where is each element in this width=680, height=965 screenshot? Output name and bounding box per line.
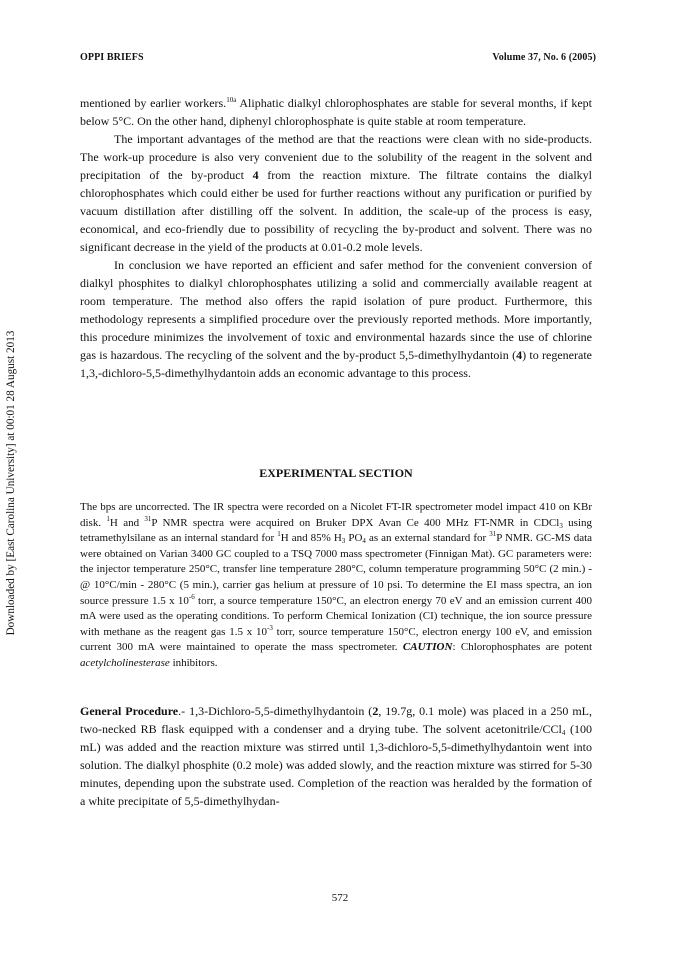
text-run: torr, source temperature 150°C, electron energy 100 eV, and emission current 300 mA were maintained to operate the mass spectrometer. bbox=[80, 625, 592, 654]
superscript: 31 bbox=[144, 514, 152, 523]
text-run: The important advantages of the method are that the reactions were clean with no side-products. The work-up procedure is also very convenient due to the solubility of the reagent in the solvent and precipitation of the by-product bbox=[80, 132, 592, 182]
compound-number: 4 bbox=[516, 348, 523, 362]
procedure-label: General Procedure bbox=[80, 704, 179, 718]
text-run: H and bbox=[109, 516, 145, 529]
text-run: from the reaction mixture. The filtrate contains the dialkyl chlorophosphates which could either be used for further reactions without any purification or purified by vacuum distillation after distilling off the solvent. In addition, the scale-up of the process is easy, economical, and eco-friendly due to possibility of recycling the by-product and solvent. There was no significant decrease in the yield of the products at 0.01-0.2 mole levels. bbox=[80, 168, 593, 254]
paragraph-stability bbox=[80, 94, 592, 130]
text-run: H and 85% H bbox=[280, 532, 342, 545]
text-run: P NMR spectra were acquired on Bruker DPX Avan Ce 400 MHz FT-NMR in CDCl bbox=[151, 516, 560, 529]
text-run: P NMR. GC-MS data were obtained on Varian 3400 GC coupled to a TSQ 7000 mass spectrometer (Finnigan Mat). GC parameters were: the injector temperature 250°C, transfer line temperature 280°C, column temperature programming 50°C (2 min.) - @ 10°C/min - 280°C (5 min.), carrier gas helium at pressure of 10 psi. To determine the EI mass spectra, an ion source pressure 1.5 x 10 bbox=[80, 532, 593, 607]
italic-term: acetylcholinesterase bbox=[80, 656, 170, 669]
text-run: using tetramethylsilane as an internal standard for bbox=[80, 516, 592, 545]
text-run: .- 1,3-Dichloro-5,5-dimethylhydantoin ( bbox=[178, 704, 373, 718]
superscript: 1 bbox=[106, 514, 110, 523]
subscript: 3 bbox=[559, 521, 563, 530]
page-number: 572 bbox=[331, 892, 349, 904]
paragraph-advantages bbox=[80, 130, 592, 256]
superscript: -6 bbox=[188, 592, 195, 601]
text-run: (100 mL) was added and the reaction mixture was stirred until 1,3-dichloro-5,5-dimethylhydantoin went into solution. The dialkyl phosphite (0.2 mole) was added slowly, and the reaction mixture was stirred for 5-30 minutes, depending upon the substrate used. Completion of the reaction was heralded by the formation of a white precipitate of 5,5-dimethylhydan- bbox=[80, 722, 592, 808]
paragraph-conclusion bbox=[80, 256, 592, 382]
journal-section-label: OPPI BRIEFS bbox=[80, 52, 144, 63]
compound-number: 2 bbox=[372, 704, 379, 718]
discussion-text bbox=[80, 94, 592, 382]
caution-label: CAUTION bbox=[402, 641, 453, 654]
text-run: mentioned by earlier workers. bbox=[80, 96, 227, 110]
text-run: PO bbox=[345, 532, 363, 545]
text-run: : Chlorophosphates are potent bbox=[452, 641, 593, 654]
text-run: The bps are uncorrected. The IR spectra were recorded on a Nicolet FT-IR spectrometer model impact 410 on KBr disk. bbox=[80, 501, 592, 529]
text-run: In conclusion we have reported an efficient and safer method for the convenient conversion of dialkyl phosphites to dialkyl chlorophosphates utilizing a solid and commercially available reagent at room temperature. The method also offers the rapid isolation of pure product. Furthermore, this methodology represents a simplified procedure over the previously reported methods. More importantly, this procedure minimizes the involvement of toxic and environmental hazards since the use of chlorine gas is hazardous. The recycling of the solvent and the by-product 5,5-dimethylhydantoin ( bbox=[80, 258, 592, 362]
subscript: 4 bbox=[561, 729, 566, 737]
reference-marker: 10a bbox=[226, 96, 237, 104]
text-run: Aliphatic dialkyl chlorophosphates are stable for several months, if kept below 5°C. On the other hand, diphenyl chlorophosphate is quite stable at room temperature. bbox=[80, 96, 592, 128]
superscript: -3 bbox=[267, 623, 273, 632]
experimental-text bbox=[80, 500, 592, 672]
paragraph-instrumentation bbox=[80, 500, 592, 672]
superscript: 1 bbox=[277, 530, 281, 539]
text-run: , 19.7g, 0.1 mole) was placed in a 250 mL, two-necked RB flask equipped with a condenser and a drying tube. The solvent acetonitrile/CCl bbox=[80, 704, 593, 736]
subscript: 4 bbox=[362, 537, 366, 546]
text-run: inhibitors. bbox=[169, 656, 218, 669]
text-run: ) to regenerate 1,3,-dichloro-5,5-dimethylhydantoin adds an economic advantage to this process. bbox=[80, 348, 592, 380]
compound-number: 4 bbox=[252, 168, 259, 182]
running-header bbox=[80, 52, 596, 66]
paragraph-general-procedure bbox=[80, 702, 592, 810]
procedure-text bbox=[80, 702, 592, 810]
volume-issue-label: Volume 37, No. 6 (2005) bbox=[492, 52, 596, 63]
subscript: 3 bbox=[341, 537, 346, 546]
text-run: as an external standard for bbox=[365, 532, 490, 545]
download-watermark-text: Downloaded by [East Carolina University] at 00:01 28 August 2013 bbox=[5, 330, 17, 636]
superscript: 31 bbox=[489, 530, 497, 539]
download-watermark bbox=[4, 268, 18, 698]
text-run: torr, a source temperature 150°C, an electron energy 70 eV and an emission current 400 mA were used as the operating conditions. To perform Chemical Ionization (CI) technique, the ion source pressure with methane as the reagent gas 1.5 x 10 bbox=[80, 594, 592, 638]
section-heading: EXPERIMENTAL SECTION bbox=[259, 466, 413, 480]
